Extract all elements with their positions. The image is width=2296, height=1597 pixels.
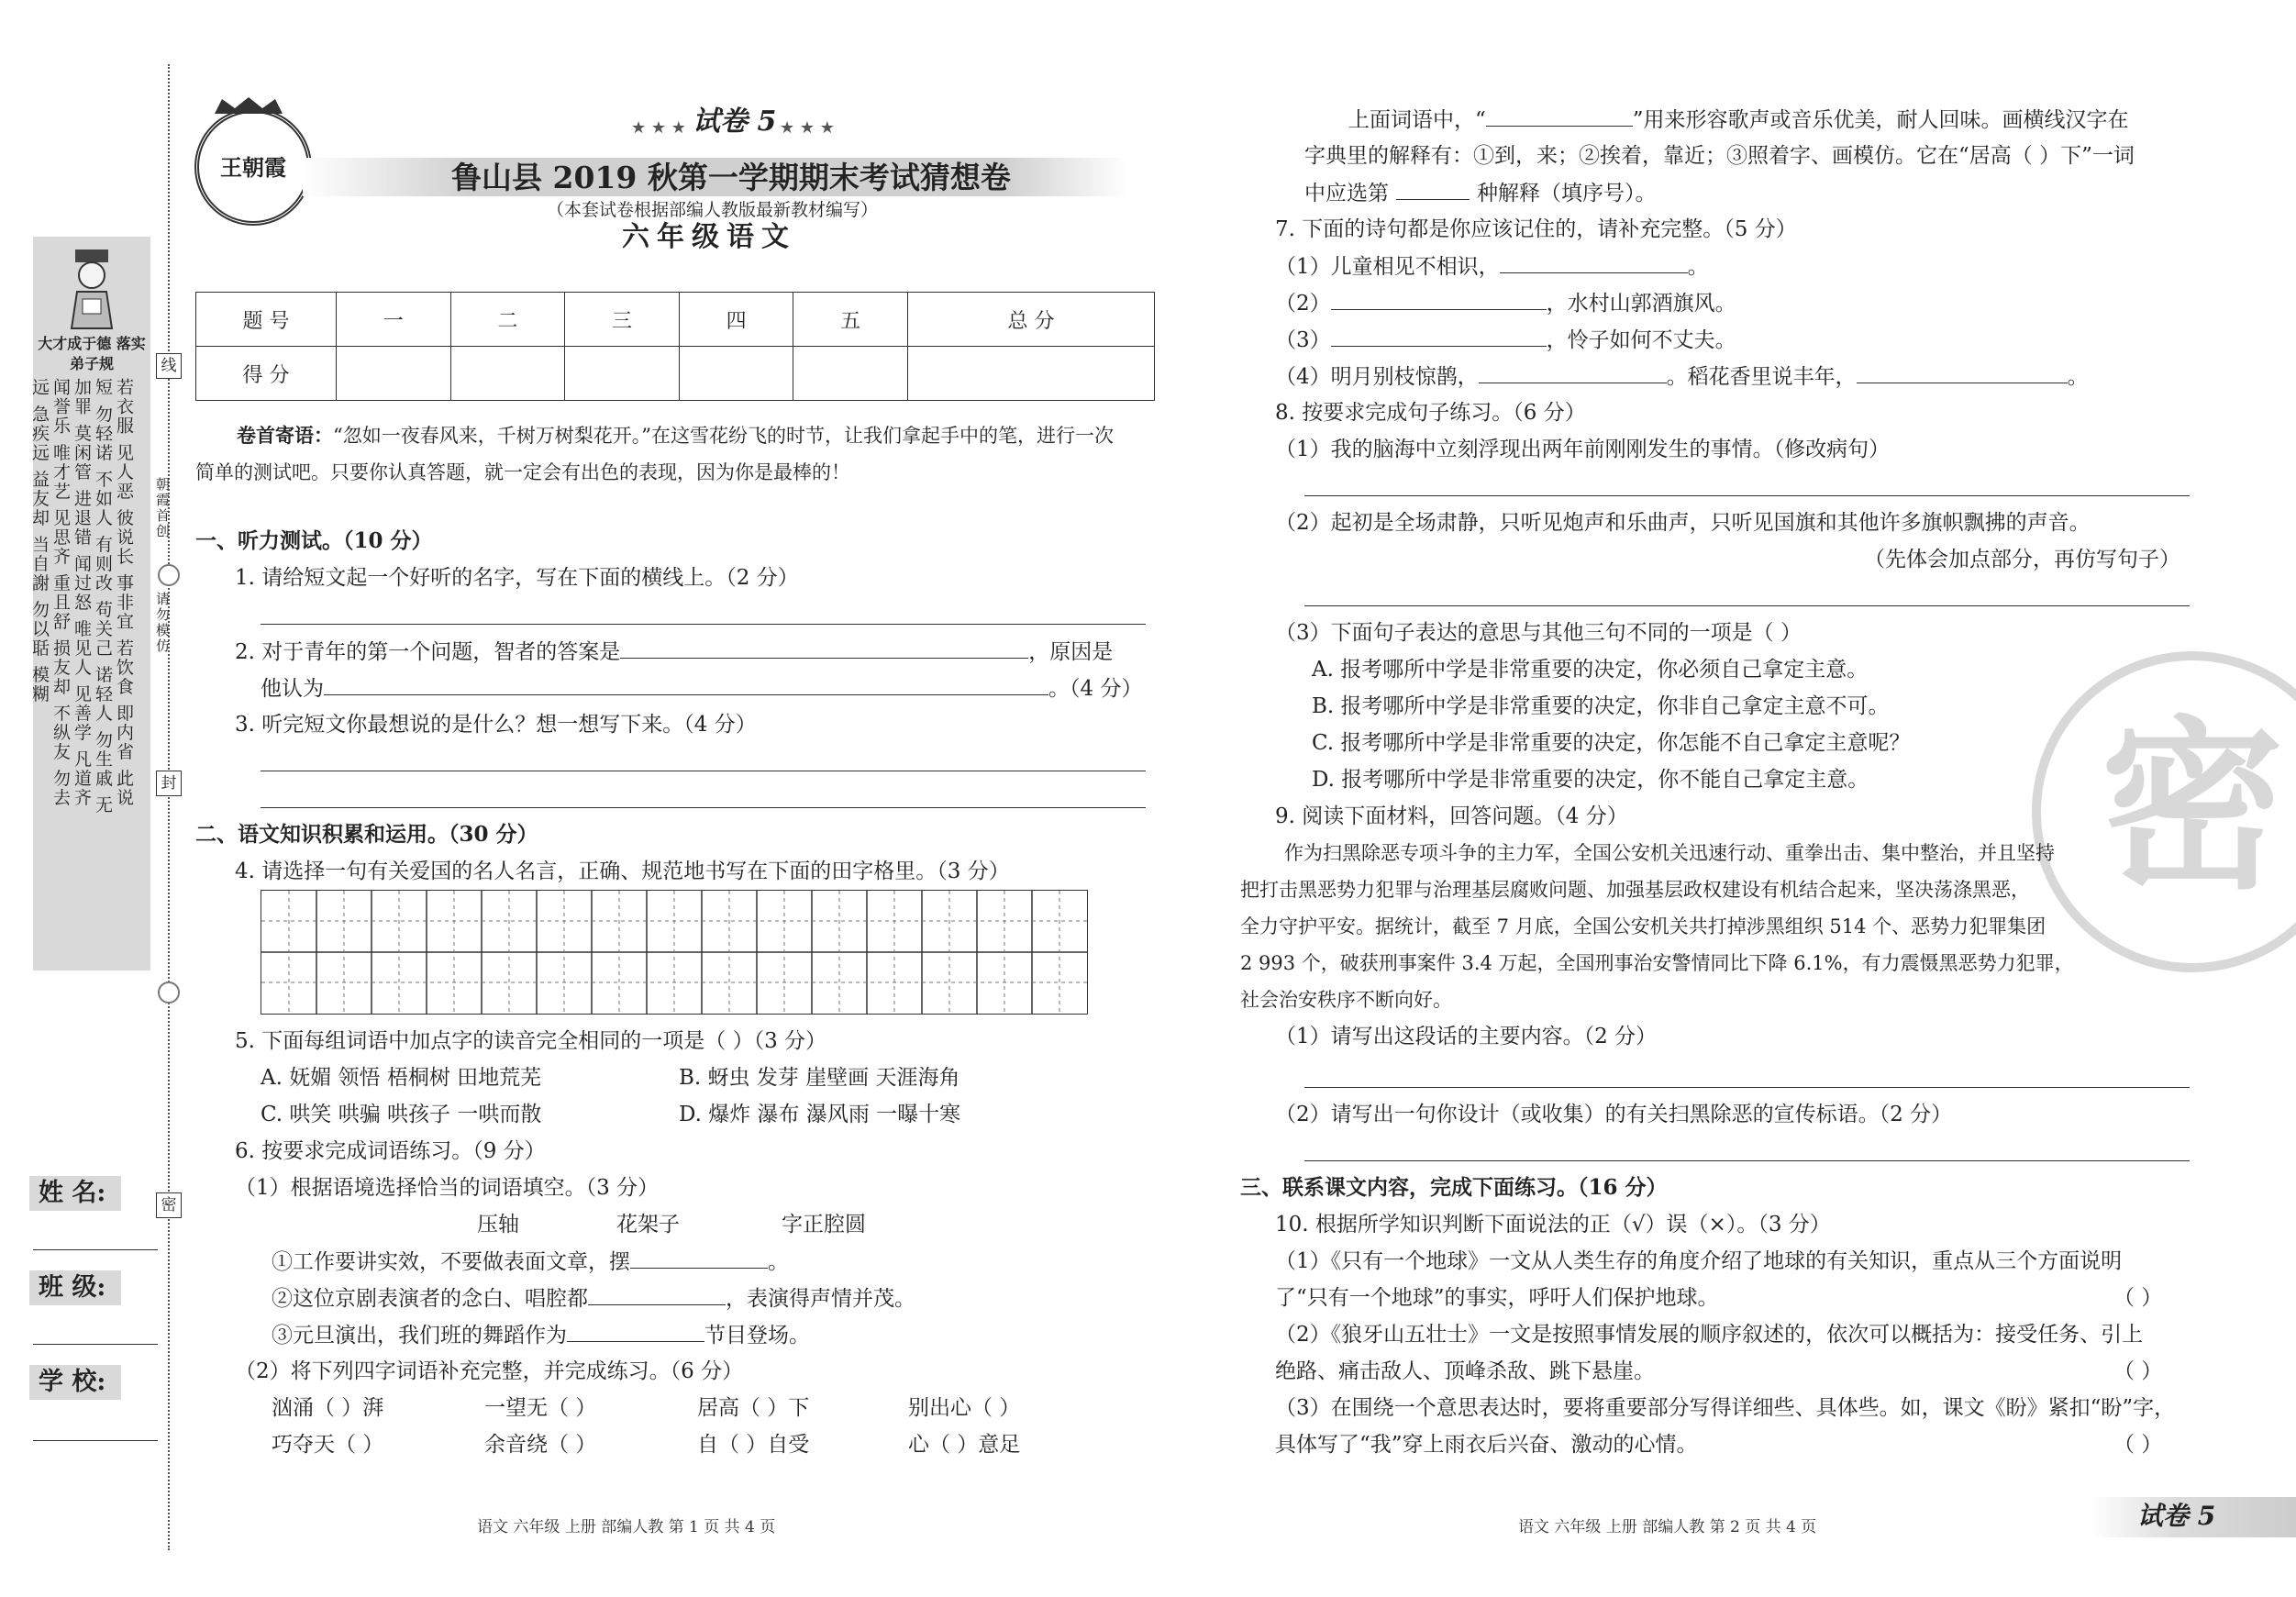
answer-blank-q7-4a[interactable]	[1479, 362, 1667, 383]
answer-line-q9-2[interactable]	[1304, 1160, 2190, 1161]
r-line-2: 字典里的解释有：①到，来；②挨着，靠近；③照着字、画模仿。它在“居高（ ）下”一词	[1304, 144, 2135, 168]
footer-badge: 试卷 5	[2137, 1501, 2216, 1531]
q8-3: （3）下面句子表达的意思与其他三句不同的一项是（ ）	[1275, 621, 1802, 645]
answer-blank-q6-1c[interactable]	[567, 1321, 704, 1342]
question-6-1c-text: ③元旦演出，我们班的舞蹈作为	[272, 1324, 567, 1347]
score-header-cell: 总 分	[907, 293, 1154, 347]
logo-text: 王朝霞	[220, 154, 286, 181]
score-header-cell: 题 号	[196, 293, 337, 347]
score-header-cell: 四	[679, 293, 793, 347]
binding-seal-mi: 密	[156, 1192, 182, 1218]
binding-hint-1: 朝霞首创	[154, 477, 171, 539]
score-cell[interactable]	[337, 347, 451, 401]
binding-seal-feng: 封	[156, 771, 182, 796]
passage-line-1: 作为扫黑除恶专项斗争的主力军，全国公安机关迅速行动、重拳出击、集中整治，并且坚持	[1284, 842, 2055, 864]
logo	[194, 108, 312, 226]
answer-blank-q6-1b[interactable]	[588, 1284, 726, 1305]
q7-1: （1）儿童相见不相识， 。	[1275, 252, 1709, 281]
idiom-1[interactable]: 汹涌（ ）湃	[272, 1396, 384, 1420]
binding-ring-icon	[158, 981, 180, 1004]
q7-2: （2） ，水村山郭酒旗风。	[1275, 289, 1736, 317]
r-line-3-text: 中应选第	[1304, 182, 1389, 205]
score-header-cell: 五	[793, 293, 908, 347]
question-2-text-b: ，原因是	[1028, 640, 1114, 664]
preface-text-1: “忽如一夜春风来，千树万树梨花开。”在这雪花纷飞的时节，让我们拿起手中的笔，进行一次	[333, 425, 1114, 447]
idiom-3[interactable]: 居高（ ）下	[697, 1396, 810, 1420]
class-label: 班 级:	[39, 1273, 106, 1302]
preface-line-1	[237, 422, 1114, 449]
answer-blank-r3[interactable]	[1396, 179, 1470, 200]
watermark-seal	[2032, 651, 2296, 972]
binding-seal-xian: 线	[156, 353, 182, 379]
name-label: 姓 名:	[39, 1179, 106, 1207]
question-6-2: （2）将下列四字词语补充完整，并完成练习。（6 分）	[235, 1359, 744, 1383]
question-9: 9. 阅读下面材料，回答问题。（4 分）	[1275, 804, 1628, 828]
score-header-cell: 一	[337, 293, 451, 347]
question-2-line-1	[235, 638, 1113, 666]
question-4: 4. 请选择一句有关爱国的名人名言，正确、规范地书写在下面的田字格里。（3 分）	[235, 859, 1010, 883]
q8-1: （1）我的脑海中立刻浮现出两年前刚刚发生的事情。（修改病句）	[1275, 438, 1891, 461]
word-bank-1: 压轴	[477, 1213, 519, 1237]
question-6-1a: ①工作要讲实效，不要做表面文章，摆 。	[272, 1248, 789, 1276]
q9-1: （1）请写出这段话的主要内容。（2 分）	[1275, 1025, 1658, 1048]
answer-blank-q7-2[interactable]	[1331, 289, 1547, 310]
score-cell[interactable]	[450, 347, 565, 401]
score-header-cell: 二	[450, 293, 565, 347]
q8-3-option-c[interactable]: C. 报考哪所中学是非常重要的决定，你怎能不自己拿定主意呢？	[1312, 731, 1911, 755]
preface-line-2: 简单的测试吧。只要你认真答题，就一定会有出色的表现，因为你是最棒的！	[195, 461, 850, 483]
question-7: 7. 下面的诗句都是你应该记住的，请补充完整。（5 分）	[1275, 217, 1797, 241]
watermark-text: 密	[2100, 699, 2284, 915]
q8-2: （2）起初是全场肃静，只听见炮声和乐曲声，只听见国旗和其他许多旗帜飘拂的声音。	[1275, 511, 2091, 535]
answer-blank-q2b[interactable]	[324, 674, 1048, 695]
question-2-text-d: 。（4 分）	[1048, 677, 1143, 701]
exam-subtitle: （本套试卷根据部编人教版最新教材编写）	[547, 200, 879, 220]
r-line-3-text-b: 种解释（填序号）。	[1477, 182, 1657, 205]
passage-line-5: 社会治安秩序不断向好。	[1240, 989, 1452, 1011]
answer-line-q9-1[interactable]	[1304, 1087, 2190, 1088]
question-6-1a-text: ①工作要讲实效，不要做表面文章，摆	[272, 1250, 630, 1274]
q5-option-c[interactable]: C. 哄笑 哄骗 哄孩子 一哄而散	[261, 1103, 542, 1126]
question-8: 8. 按要求完成句子练习。（6 分）	[1275, 401, 1586, 425]
question-6-1b-text: ②这位京剧表演者的念白、唱腔都	[272, 1287, 588, 1311]
idiom-6[interactable]: 余音绕（ ）	[484, 1433, 597, 1457]
answer-blank-q6-1a[interactable]	[630, 1248, 768, 1269]
q7-3: （3） ，怜子如何不丈夫。	[1275, 326, 1736, 354]
answer-blank-q2a[interactable]	[620, 638, 1028, 659]
q10-1-answer[interactable]: （ ）	[2113, 1286, 2163, 1310]
question-2-text-c: 他认为	[261, 677, 324, 701]
sidebar-motto: 大才成于德 落实弟子规	[38, 335, 146, 372]
footer-right: 语文 六年级 上册 部编人教 第 2 页 共 4 页	[1518, 1518, 1817, 1536]
q7-4-text-b: 。稻花香里说丰年，	[1666, 365, 1857, 389]
question-6-1: （1）根据语境选择恰当的词语填空。（3 分）	[235, 1176, 660, 1200]
q10-2-answer[interactable]: （ ）	[2113, 1359, 2163, 1383]
question-1: 1. 请给短文起一个好听的名字，写在下面的横线上。（2 分）	[235, 566, 799, 590]
exam-title: 鲁山县 2019 秋第一学期期末考试猜想卷	[451, 160, 1011, 195]
q10-3b: 具体写了“我”穿上雨衣后兴奋、激动的心情。	[1275, 1433, 1698, 1457]
series-stars-left: ★ ★ ★	[631, 118, 686, 138]
question-6: 6. 按要求完成词语练习。（9 分）	[235, 1139, 546, 1163]
q8-3-option-a[interactable]: A. 报考哪所中学是非常重要的决定，你必须自己拿定主意。	[1312, 658, 1869, 682]
score-cell[interactable]	[679, 347, 793, 401]
question-3: 3. 听完短文你最想说的是什么？想一想写下来。（4 分）	[235, 713, 757, 737]
idiom-7[interactable]: 自（ ）自受	[697, 1433, 810, 1457]
idiom-5[interactable]: 巧夺天（ ）	[272, 1433, 384, 1457]
answer-line-q8-1[interactable]	[1304, 495, 2190, 496]
passage-line-4: 2 993 个，破获刑事案件 3.4 万起，全国刑事治安警情同比下降 6.1%，有力震慑黑恶势力犯罪，	[1240, 952, 2074, 974]
passage-line-2: 把打击黑恶势力犯罪与治理基层腐败问题、加强基层政权建设有机结合起来，坚决荡涤黑恶，	[1240, 879, 2030, 901]
passage-line-3: 全力守护平安。据统计，截至 7 月底，全国公安机关共打掉涉黑组织 514 个、恶势力犯罪集团	[1240, 915, 2046, 937]
section-1-heading: 一、听力测试。（10 分）	[195, 528, 433, 553]
score-row-label: 得 分	[196, 347, 337, 401]
q8-2-hint: （先体会加点部分，再仿写句子）	[1864, 548, 2180, 571]
binding-ring-icon	[158, 564, 180, 586]
answer-blank-q7-4b[interactable]	[1857, 362, 2068, 383]
idiom-4[interactable]: 别出心（ ）	[908, 1396, 1021, 1420]
answer-blank-q7-3[interactable]	[1331, 326, 1547, 347]
question-6-1c	[272, 1321, 810, 1349]
q7-4-text: （4）明月别枝惊鹊，	[1275, 365, 1479, 389]
crown-icon	[213, 95, 284, 116]
question-2-text: 2. 对于青年的第一个问题，智者的答案是	[235, 640, 621, 664]
r-line-1-text-b: ”用来形容歌声或音乐优美，耐人回味。画横线汉字在	[1632, 108, 2129, 132]
r-line-1-text: 上面词语中，“	[1348, 108, 1486, 132]
idiom-2[interactable]: 一望无（ ）	[484, 1396, 597, 1420]
binding-hint-2: 请勿模仿	[154, 592, 171, 654]
score-table	[195, 292, 1155, 401]
grade-subject: 六年级语文	[622, 221, 796, 253]
q10-2a: （2）《狼牙山五壮士》一文是按照事情发展的顺序叙述的，依次可以概括为：接受任务、引上	[1275, 1323, 2144, 1347]
answer-line-q1[interactable]	[261, 624, 1146, 625]
answer-line-q8-2[interactable]	[1304, 605, 2190, 606]
r-line-1	[1348, 105, 2129, 134]
q8-3-option-b[interactable]: B. 报考哪所中学是非常重要的决定，你非自己拿定主意不可。	[1312, 694, 1890, 718]
question-2-line-2	[261, 674, 1142, 703]
q7-3-text: ，怜子如何不丈夫。	[1546, 328, 1736, 352]
score-cell[interactable]	[793, 347, 908, 401]
q10-3a: （3）在围绕一个意思表达时，要将重要部分写得详细些、具体些。如，课文《盼》紧扣“盼”字，	[1275, 1396, 2176, 1420]
q8-3-option-d[interactable]: D. 报考哪所中学是非常重要的决定，你不能自己拿定主意。	[1312, 768, 1869, 792]
q10-3-answer[interactable]: （ ）	[2113, 1433, 2163, 1457]
q10-1b: 了“只有一个地球”的事实，呼吁人们保护地球。	[1275, 1286, 1719, 1310]
footer-left: 语文 六年级 上册 部编人教 第 1 页 共 4 页	[477, 1518, 776, 1536]
word-bank-2: 花架子	[616, 1213, 680, 1237]
q10-1a: （1）《只有一个地球》一文从人类生存的角度介绍了地球的有关知识，重点从三个方面说明	[1275, 1249, 2123, 1273]
q7-1-text: （1）儿童相见不相识，	[1275, 255, 1500, 279]
r-line-3	[1304, 179, 1657, 207]
section-2-heading: 二、语文知识积累和运用。（30 分）	[195, 822, 538, 847]
score-cell[interactable]	[565, 347, 680, 401]
series-stars-right: ★ ★ ★	[780, 118, 835, 138]
name-field[interactable]	[33, 1249, 158, 1250]
school-field[interactable]	[33, 1440, 158, 1441]
score-header-cell: 三	[565, 293, 680, 347]
preface-label: 卷首寄语：	[237, 424, 333, 447]
question-6-1c-text-2: 节目登场。	[704, 1324, 810, 1347]
question-5: 5. 下面每组词语中加点字的读音完全相同的一项是（ ）（3 分）	[235, 1029, 827, 1053]
q9-2: （2）请写出一句你设计（或收集）的有关扫黑除恶的宣传标语。（2 分）	[1275, 1103, 1953, 1126]
scholar-illustration	[62, 248, 121, 330]
class-field[interactable]	[33, 1344, 158, 1345]
answer-blank-r1[interactable]	[1486, 105, 1633, 127]
question-6-1b-text-2: ，表演得声情并茂。	[726, 1287, 915, 1311]
idiom-8[interactable]: 心（ ）意足	[908, 1433, 1021, 1457]
section-3-heading: 三、联系课文内容，完成下面练习。（16 分）	[1240, 1175, 1668, 1200]
series-label: 试卷 5	[693, 105, 777, 138]
q5-option-d[interactable]: D. 爆炸 瀑布 瀑风雨 一曝十寒	[679, 1103, 961, 1126]
motto-column: 若衣服 见人恶 彼说长 事非宜 若饮食 即内省 此说短 勿轻诺 不如人 有则改 苟关己 诺轻人 勿生戚 无加罪 莫闲管 进退错 闻过怒 唯见人 见善学 凡道齐 闻誉乐 唯才艺 见思齐 重且舒 损友却 不纵友 勿去远 急疾远 益友却 当自謝 勿以聒 模糊	[29, 378, 134, 815]
answer-blank-q7-1[interactable]	[1500, 252, 1688, 273]
school-label: 学 校:	[39, 1368, 106, 1396]
question-6-1b	[272, 1284, 915, 1313]
score-cell[interactable]	[907, 347, 1154, 401]
binding-line	[168, 64, 170, 1550]
q5-option-b[interactable]: B. 蚜虫 发芽 崖壁画 天涯海角	[679, 1066, 960, 1090]
q10-2b: 绝路、痛击敌人、顶峰杀敌、跳下悬崖。	[1275, 1359, 1655, 1383]
word-bank-3: 字正腔圆	[782, 1213, 866, 1237]
tianzige-grid[interactable]	[261, 890, 1088, 1015]
q5-option-a[interactable]: A. 妩媚 领悟 梧桐树 田地荒芜	[261, 1066, 542, 1090]
answer-line-q3-2[interactable]	[261, 807, 1146, 808]
q7-4: （4）明月别枝惊鹊， 。稻花香里说丰年， 。	[1275, 362, 2089, 391]
q7-2-text: ，水村山郭酒旗风。	[1546, 292, 1736, 316]
question-10: 10. 根据所学知识判断下面说法的正（√）误（×）。（3 分）	[1275, 1213, 1831, 1237]
